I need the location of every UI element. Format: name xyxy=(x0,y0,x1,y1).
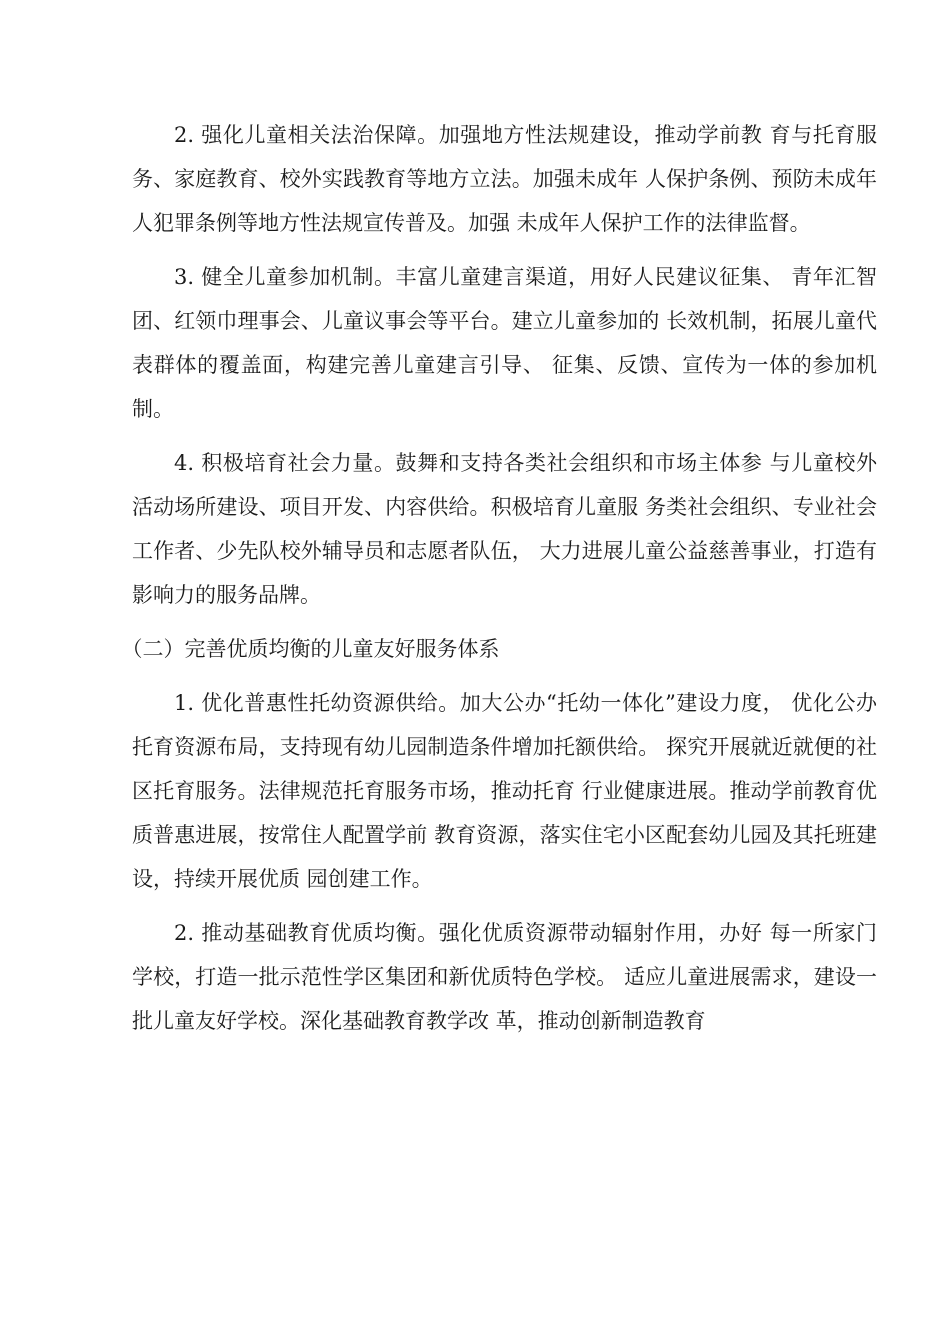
paragraph-social-forces: 4. 积极培育社会力量。鼓舞和支持各类社会组织和市场主体参 与儿童校外活动场所建设、项目开发、内容供给。积极培育儿童服 务类社会组织、专业社会工作者、少先队校外辅导员和志愿者队伍， 大力进展儿童公益慈善事业，打造有影响力的服务品牌。 xyxy=(132,451,877,607)
paragraph-legal-protection: 2. 强化儿童相关法治保障。加强地方性法规建设，推动学前教 育与托育服务、家庭教育、校外实践教育等地方立法。加强未成年 人保护条例、预防未成年人犯罪条例等地方性法规宣传普及。加强 未成年人保护工作的法律监督。 xyxy=(132,123,877,235)
section-heading: （二）完善优质均衡的儿童友好服务体系 xyxy=(121,637,500,661)
paragraph-childcare-supply: 1. 优化普惠性托幼资源供给。加大公办“托幼一体化”建设力度， 优化公办托育资源布局，支持现有幼儿园制造条件增加托额供给。 探究开展就近就便的社区托育服务。法律规范托育服务市场，推动托育 行业健康进展。推动学前教育优质普惠进展，按常住人配置学前 教育资源，落实住宅小区配套幼儿园及其托班建设，持续开展优质 园创建工作。 xyxy=(132,691,877,891)
document-body xyxy=(121,113,877,1053)
paragraph-basic-education: 2. 推动基础教育优质均衡。强化优质资源带动辐射作用，办好 每一所家门学校，打造一批示范性学区集团和新优质特色学校。 适应儿童进展需求，建设一批儿童友好学校。深化基础教育教学改 革，推动创新制造教育 xyxy=(132,921,877,1033)
paragraph-child-participation: 3. 健全儿童参加机制。丰富儿童建言渠道，用好人民建议征集、 青年汇智团、红领巾理事会、儿童议事会等平台。建立儿童参加的 长效机制，拓展儿童代表群体的覆盖面，构建完善儿童建言引导、 征集、反馈、宣传为一体的参加机制。 xyxy=(132,265,877,421)
